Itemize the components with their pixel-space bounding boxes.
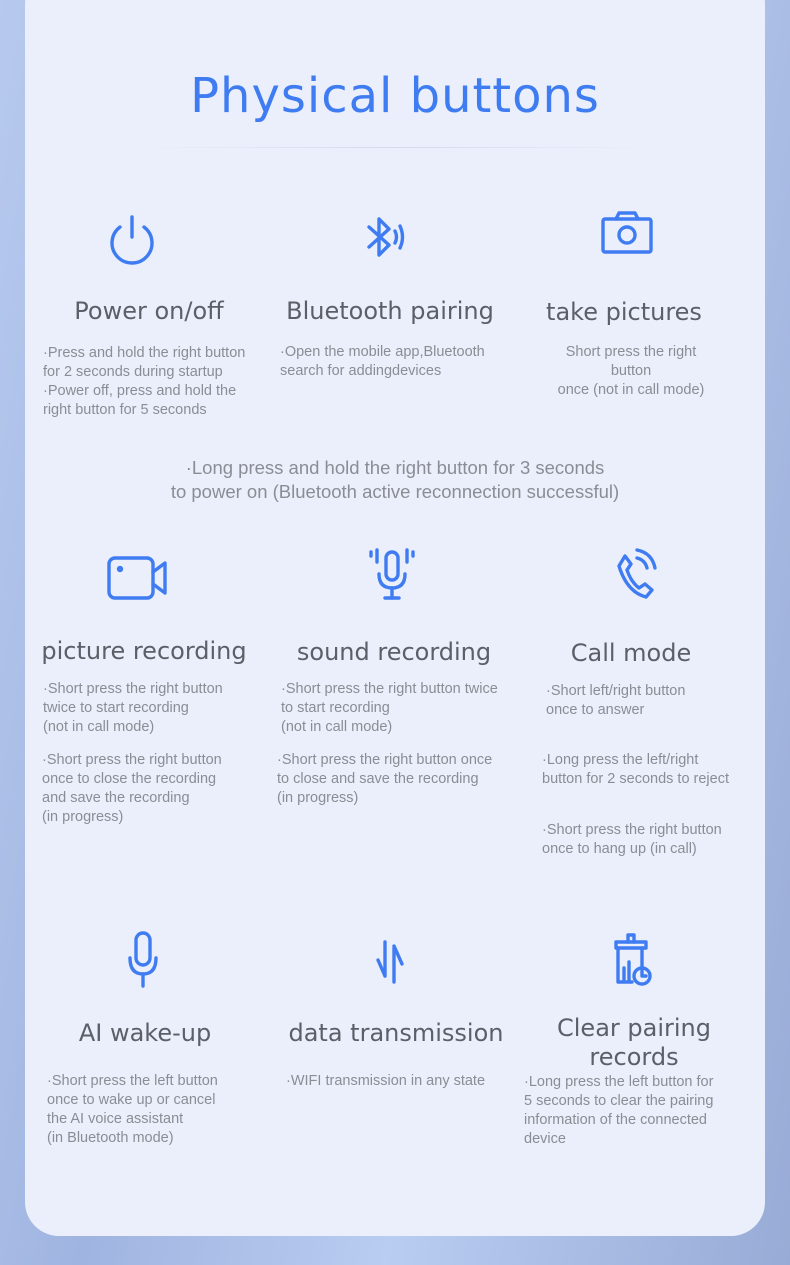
- feature-title: AI wake-up: [78, 1019, 212, 1047]
- page-title: Physical buttons: [190, 68, 600, 124]
- feature-title: Bluetooth pairing: [286, 297, 494, 325]
- divider: [140, 147, 650, 148]
- feature-description: ·WIFI transmission in any state: [286, 1073, 486, 1089]
- video-camera-icon: [102, 548, 172, 608]
- microphone-icon: [357, 546, 427, 606]
- feature-description: ·Long press the left/right button for 2 seconds to reject: [542, 752, 729, 787]
- feature-description: ·Short press the right button once to hang up (in call): [542, 822, 722, 857]
- feature-title: take pictures: [546, 298, 702, 326]
- feature-description: ·Long press the left button for 5 seconds to clear the pairing information of the connected device: [524, 1074, 714, 1147]
- feature-description: ·Short press the right button twice to start recording (not in call mode): [281, 681, 498, 735]
- feature-description: Short press the right button once (not in call mode): [557, 344, 705, 398]
- microphone-icon: [108, 930, 178, 990]
- phone-call-icon: [599, 546, 669, 606]
- feature-title: data transmission: [288, 1019, 504, 1047]
- feature-description: ·Short press the right button once to close and save the recording (in progress): [277, 752, 493, 806]
- feature-description: ·Open the mobile app,Bluetooth search for addingdevices: [280, 344, 485, 379]
- camera-icon: [592, 203, 662, 263]
- feature-description: ·Short press the left button once to wake up or cancel the AI voice assistant (in Bluetooth mode): [47, 1073, 218, 1146]
- feature-description: ·Short press the right button twice to start recording (not in call mode): [43, 681, 223, 735]
- bluetooth-icon: [345, 207, 415, 267]
- feature-title: Clear pairing records: [557, 1014, 711, 1071]
- feature-description: ·Short press the right button once to close the recording and save the recording (in progress): [42, 752, 222, 825]
- feature-description: ·Press and hold the right button for 2 seconds during startup ·Power off, press and hold the right button for 5 seconds: [43, 345, 246, 418]
- power-on-note: ·Long press and hold the right button for 3 seconds to power on (Bluetooth active reconnection successful): [170, 457, 620, 502]
- feature-title: picture recording: [41, 637, 247, 665]
- feature-title: Call mode: [570, 639, 692, 667]
- feature-title: Power on/off: [74, 297, 224, 325]
- power-icon: [97, 207, 167, 267]
- feature-description: ·Short left/right button once to answer: [546, 683, 686, 718]
- feature-title: sound recording: [296, 638, 492, 666]
- clear-records-icon: [596, 930, 666, 990]
- transfer-arrows-icon: [357, 932, 427, 992]
